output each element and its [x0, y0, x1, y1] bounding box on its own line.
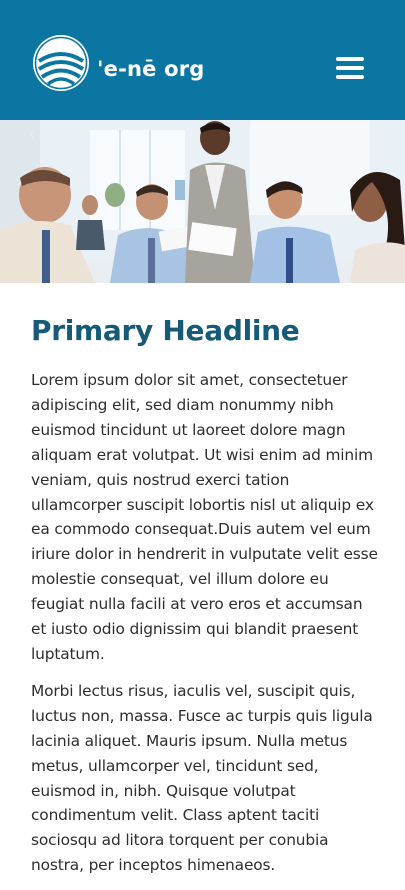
brand-name[interactable]: 'e-nē org [97, 57, 205, 81]
business-meeting-photo [0, 120, 405, 283]
hamburger-menu-icon[interactable] [330, 52, 368, 84]
body-paragraph: Morbi lectus risus, iaculis vel, suscipit quis, luctus non, massa. Fusce ac turpis quis ligula lacinia aliquet. Mauris ipsum. Nulla metus metus, ullamcorper vel, tincidunt sed, euismod in, nibh. Quisque volutpat condimentum velit. Class aptent taciti sociosqu ad litora torquent per conubia nostra, per inceptos himenaeos. [31, 681, 373, 875]
hero-carousel [0, 120, 405, 283]
globe-arc-logo-icon[interactable] [31, 33, 91, 93]
site-header [0, 0, 405, 120]
carousel-prev-arrow[interactable]: ‹ [28, 124, 36, 145]
body-paragraph: Lorem ipsum dolor sit amet, consectetuer adipiscing elit, sed diam nonummy nibh euismod tincidunt ut laoreet dolore magn aliquam erat volutpat. Ut wisi enim ad minim veniam, quis nostrud exerci tation ullamcorper suscipit lobortis nisl ut aliquip ex ea commodo consequat.Duis autem vel eum iriure dolor in hendrerit in vulputate velit esse molestie consequat, vel illum dolore eu feugiat nulla facili at vero eros et accumsan et iusto odio dignissim qui blandit praesent luptatum. [31, 371, 378, 663]
page-headline: Primary Headline [31, 314, 300, 347]
carousel-next-arrow[interactable]: › [371, 124, 379, 145]
main-content [31, 314, 379, 890]
